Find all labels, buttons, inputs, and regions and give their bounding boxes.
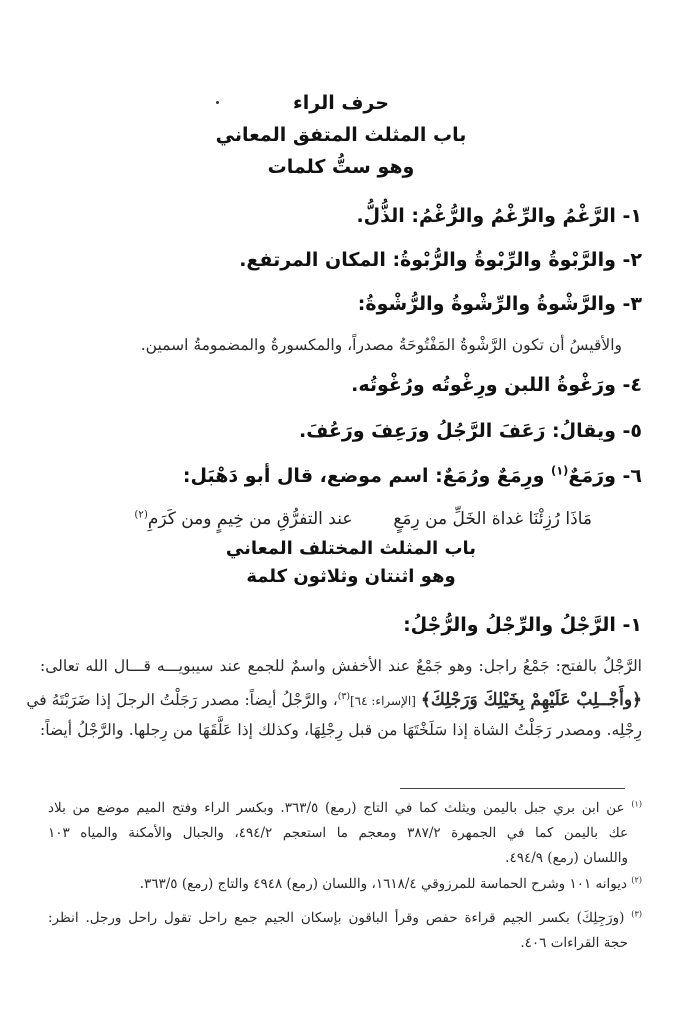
section2-count: وهو اثنتان وثلاثون كلمة [246,566,456,587]
section2-entry-1: ١- الرَّجْلُ والرِّجْلُ والرُّجْلُ: [403,614,642,636]
quran-citation: [الإسراء: ٦٤] [349,694,416,708]
section-title: باب المثلث المتفق المعاني [215,124,467,146]
footnote-ref-2[interactable]: (٢) [134,509,148,521]
footnote-2-marker: (٢) [631,874,642,885]
verse-second-hemistich: عند التفرُّقِ من خِيمٍ ومن كَرَمِ [147,509,353,529]
entry-5: ٥- ويقالُ: رَعَفَ الرَّجُلُ ورَعِفَ ورَعُفَ. [299,420,642,442]
footnote-1-marker: (١) [631,798,643,809]
entry-6-rest: ورِمَعٌ ورُمَعٌ: اسم موضع، قال أبو دَهْبَل: [182,465,551,487]
footnote-1: $^{(١)}$ عن ابن بري جبل باليمن ويثلث كما في التاج (رمع) ٣٦٣/٥. وبكسر الراء وفتح الميم موضع من بلاد عك باليمن كما في الجمهرة ٣٨٧/٢ ومعجم ما استعجم ٤٩٤/٢، والجبال والأمكنة والمياه ١٠٣ واللسان (رمع) ٤٩٤/٩. [48,798,643,866]
section2-title: باب المثلث المختلف المعاني [225,538,477,559]
entry-4: ٤- ورَغْوةُ اللبن ورِغْوتُه ورُغْوتُه. [351,374,642,396]
body-line-2-rest: ، والرَّجْلُ أيضاً: مصدر رَجَلْتُ الرجلَ إذا ضَرَبْتَهُ في [26,691,338,709]
footnote-separator [400,788,625,789]
entry-3-note: والأقيسُ أن تكون الرَّشْوةُ المَفْتُوحَةُ مصدراً، والمكسورةُ والمضمومةُ اسمين. [140,336,622,354]
body-line-3: رِجْلِه. ومصدر رَجَلْتُ الشاة إذا سَلَخْتَهَا من قبل رِجْلِهَا، وكذلك إذا عَلَّقَهَا من رِجلها. والرَّجْلُ أيضاً: [40,721,642,739]
quran-quote: ﴿وأَجْــلِبْ عَلَيْهِمْ بِخَيْلِكَ وَرَجْلِكَ﴾ [420,690,642,710]
body-line-2 [26,689,642,710]
body-line-1: الرَّجْلُ بالفتح: جَمْعُ راجل: وهو جَمْعٌ عند الأخفش واسمٌ للجمع عند سيبويـــه قـــال الله تعالى: [40,657,642,675]
verse-line [134,509,592,529]
entry-6 [183,465,642,487]
chapter-title: حرف الراء [293,92,389,114]
footnote-2: $^{(٢)}$ ديوانه ١٠١ وشرح الحماسة للمرزوقي ١٦١٨/٤، واللسان (رمع) ٤٩٤٨ والتاج (رمع) ٣٦٣/٥. [139,874,642,892]
footnote-ref-1[interactable]: (١) [551,463,569,478]
footnote-ref-3[interactable]: (٣) [337,690,350,702]
verse-first-hemistich: مَاذَا رُزِئْنَا غداة الخَلِّ من رِمَعٍ [393,509,592,529]
entry-1: ١- الرَّغْمُ والرِّغْمُ والرُّغْمُ: الذُّلُّ. [356,205,642,227]
entry-3: ٣- والرَّشْوةُ والرِّشْوةُ والرُّشْوةُ: [357,293,642,315]
entry-2: ٢- والرَّبْوةُ والرِّبْوةُ والرُّبْوةُ: المكان المرتفع. [239,249,642,271]
section-count: وهو ستُّ كلمات [267,156,415,178]
footnote-3-marker: (٣) [631,908,642,919]
footnote-3: $^{(٣)}$ (ورَجِلِكَ) بكسر الجيم قراءة حفص وقرأ الباقون بإسكان الجيم جمع راحل تقول راحل ورجل. انظر: حجة القراءات ٤٠٦. [48,908,642,951]
entry-6-head: ٦- ورَمَعٌ [568,465,642,487]
